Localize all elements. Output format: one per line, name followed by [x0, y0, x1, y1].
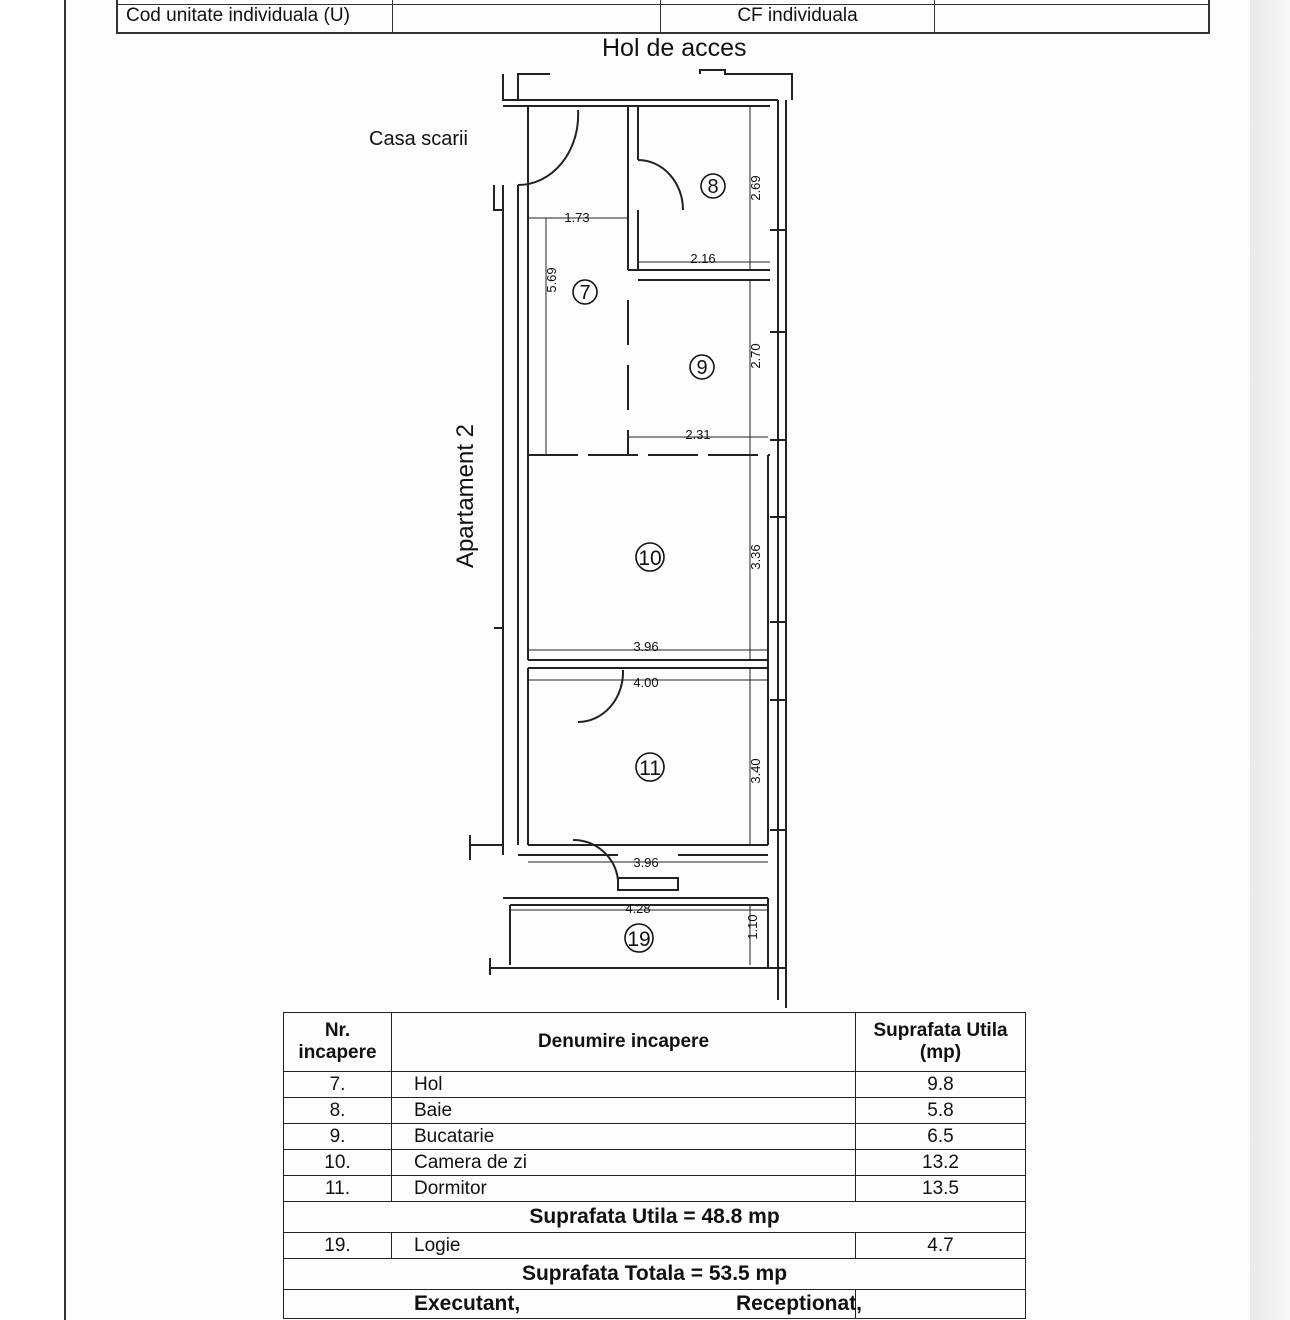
door-swing-room11 — [578, 670, 623, 722]
stairwell-label: Casa scarii — [369, 128, 468, 150]
dim-label: 3.96 — [633, 855, 659, 870]
dim-label: 1.73 — [564, 210, 590, 225]
room-number-11: 11 — [639, 757, 661, 780]
header-cf-label: CF individuala — [661, 0, 935, 32]
row-name: Bucatarie — [392, 1124, 856, 1150]
row-number: 19. — [284, 1233, 392, 1259]
room-number-7: 7 — [579, 282, 591, 304]
wall-top-right — [700, 70, 792, 100]
dim-label: 2.70 — [748, 343, 763, 369]
table-row — [284, 1098, 1026, 1124]
dim-label: 4.00 — [633, 675, 659, 690]
useful-total-row — [284, 1202, 1026, 1233]
rooms-table — [283, 1012, 1026, 1319]
row-number: 11. — [284, 1176, 392, 1202]
total-area: Suprafata Totala = 53.5 mp — [284, 1259, 1026, 1290]
receptionat-label — [736, 1290, 1026, 1319]
row-number: 7. — [284, 1072, 392, 1098]
row-name: Logie — [392, 1233, 856, 1259]
table-row — [284, 1176, 1026, 1202]
grand-total-row — [284, 1259, 1026, 1290]
header-row-label: Cod unitate individuala (U) — [118, 0, 393, 32]
row-number: 10. — [284, 1150, 392, 1176]
dim-label: 3.40 — [748, 758, 763, 784]
row-area: 13.2 — [856, 1150, 1026, 1176]
row-area: 4.7 — [856, 1233, 1026, 1259]
row-area: 6.5 — [856, 1124, 1026, 1150]
row-area: 9.8 — [856, 1072, 1026, 1098]
row-name: Camera de zi — [392, 1150, 856, 1176]
table-row — [284, 1150, 1026, 1176]
row-number: 9. — [284, 1124, 392, 1150]
signature-row — [284, 1290, 1026, 1319]
door-swing-bath — [638, 160, 683, 210]
useful-area-total: Suprafata Utila = 48.8 mp — [284, 1202, 1026, 1233]
receptionat-text: Receptionat, — [736, 1292, 863, 1315]
corridor-label: Hol de acces — [602, 34, 747, 62]
header-room-area: Suprafata Utila (mp) — [856, 1013, 1026, 1072]
neighbor-apartment-label: Apartament 2 — [452, 423, 479, 569]
header-room-number: Nr. incapere — [284, 1013, 392, 1072]
dim-label: 3.36 — [748, 544, 763, 570]
row-name: Hol — [392, 1072, 856, 1098]
row-number: 8. — [284, 1098, 392, 1124]
row-name: Baie — [392, 1098, 856, 1124]
table-row — [284, 1072, 1026, 1098]
dim-label: 5.69 — [544, 267, 559, 293]
dim-label: 3.96 — [633, 639, 659, 654]
room-number-10: 10 — [638, 547, 662, 570]
table-row — [284, 1124, 1026, 1150]
row-name: Dormitor — [392, 1176, 856, 1202]
executant-label: Executant, — [284, 1290, 856, 1319]
room-number-8: 8 — [707, 176, 719, 198]
table-row — [284, 1233, 1026, 1259]
wall-top-left — [503, 74, 550, 100]
dim-label: 2.69 — [748, 175, 763, 201]
header-room-name: Denumire incapere — [392, 1013, 856, 1072]
dim-label: 2.16 — [690, 251, 716, 266]
table-header-row — [284, 1013, 1026, 1072]
room-number-19: 19 — [627, 928, 651, 951]
row-area: 5.8 — [856, 1098, 1026, 1124]
row-area: 13.5 — [856, 1176, 1026, 1202]
dim-label: 2.31 — [685, 427, 711, 442]
dim-label: 4.28 — [625, 901, 651, 916]
room-number-9: 9 — [696, 357, 708, 379]
dim-label: 1.10 — [745, 914, 760, 940]
